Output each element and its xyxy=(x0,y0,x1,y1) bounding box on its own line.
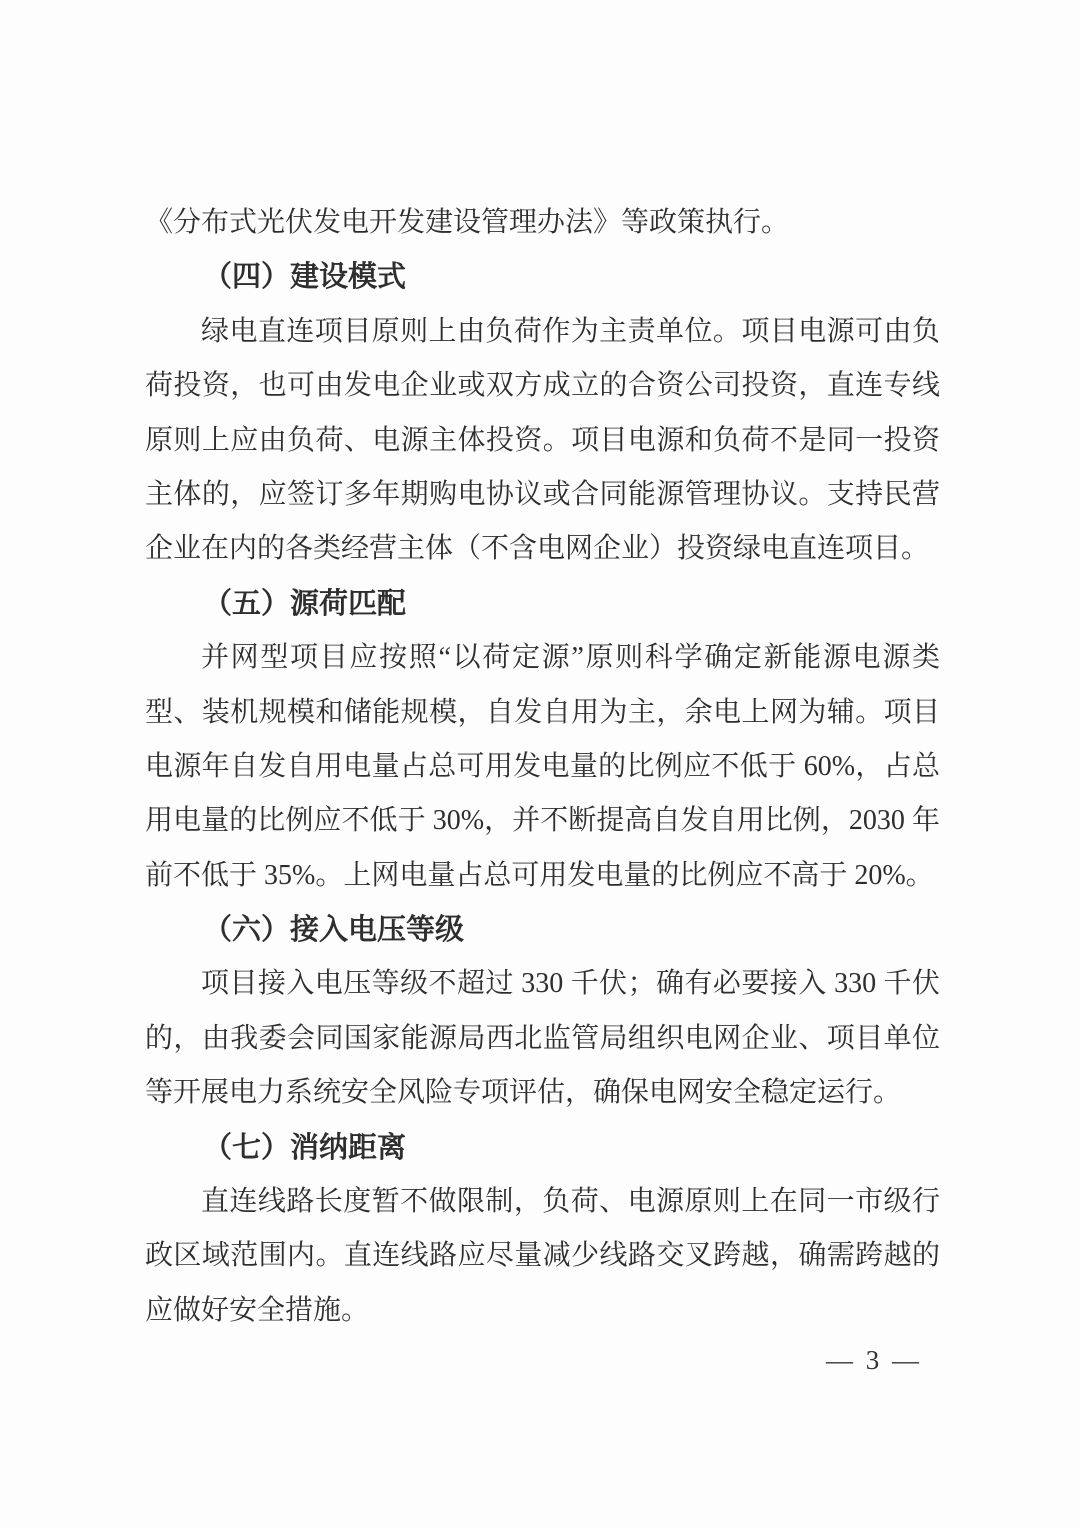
section-heading: （五）源荷匹配 xyxy=(203,587,407,620)
document-line: 的，由我委会同国家能源局西北监管局组织电网企业、项目单位 xyxy=(145,1022,940,1054)
section-heading: （六）接入电压等级 xyxy=(203,914,465,947)
document-line: 型、装机规模和储能规模，自发自用为主，余电上网为辅。项目 xyxy=(145,696,940,728)
section-heading: （七）消纳距离 xyxy=(203,1131,407,1164)
document-body xyxy=(145,196,940,1338)
document-line: 主体的，应签订多年期购电协议或合同能源管理协议。支持民营 xyxy=(145,478,940,510)
document-line: 前不低于 35%。上网电量占总可用发电量的比例应不高于 20%。 xyxy=(145,859,934,891)
section-heading: （四）建设模式 xyxy=(203,261,407,294)
document-line: 原则上应由负荷、电源主体投资。项目电源和负荷不是同一投资 xyxy=(145,424,940,456)
page-number: — 3 — xyxy=(826,1345,922,1375)
document-line: 应做好安全措施。 xyxy=(145,1294,370,1326)
document-line: 电源年自发自用电量占总可用发电量的比例应不低于 60%，占总 xyxy=(145,750,940,782)
document-line: 并网型项目应按照“以荷定源”原则科学确定新能源电源类 xyxy=(201,642,940,674)
document-line: 等开展电力系统安全风险专项评估，确保电网安全稳定运行。 xyxy=(145,1077,902,1109)
document-line: 直连线路长度暂不做限制，负荷、电源原则上在同一市级行 xyxy=(201,1186,940,1218)
document-line: 企业在内的各类经营主体（不含电网企业）投资绿电直连项目。 xyxy=(145,533,930,565)
document-line: 《分布式光伏发电开发建设管理办法》等政策执行。 xyxy=(145,207,790,238)
document-line: 项目接入电压等级不超过 330 千伏；确有必要接入 330 千伏 xyxy=(201,968,940,1000)
document-line: 用电量的比例应不低于 30%，并不断提高自发自用比例，2030 年 xyxy=(145,805,940,837)
document-line: 绿电直连项目原则上由负荷作为主责单位。项目电源可由负 xyxy=(201,315,940,347)
document-line: 政区域范围内。直连线路应尽量减少线路交叉跨越，确需跨越的 xyxy=(145,1240,940,1272)
document-line: 荷投资，也可由发电企业或双方成立的合资公司投资，直连专线 xyxy=(145,370,940,402)
